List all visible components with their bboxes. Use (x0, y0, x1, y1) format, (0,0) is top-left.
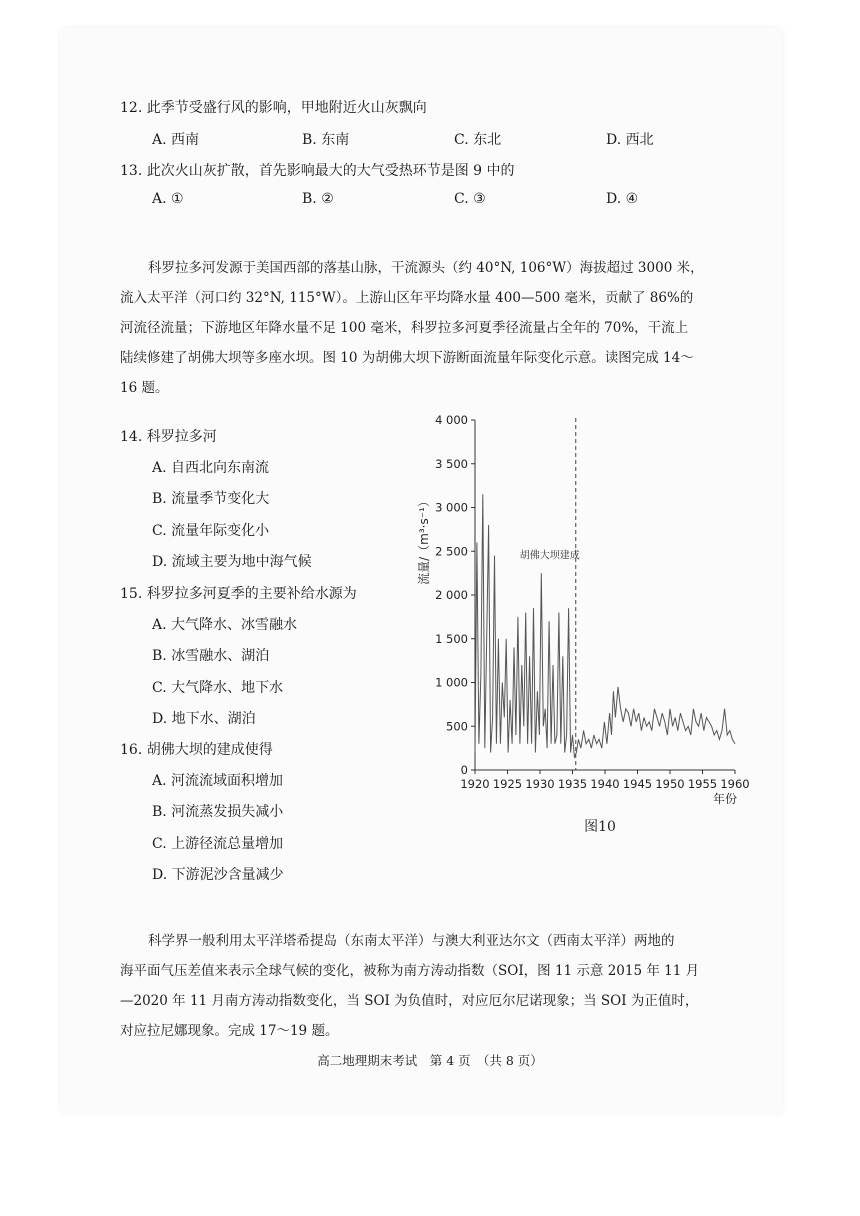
passage1-line-2: 流入太平洋（河口约 32°N, 115°W）。上游山区年平均降水量 400—500 毫米，贡献了 86%的 (120, 290, 694, 306)
y-tick-label: 2 000 (435, 588, 468, 602)
q16-option-d: D. 下游泥沙含量减少 (152, 867, 284, 883)
x-tick-label: 1950 (655, 777, 685, 791)
x-tick-label: 1940 (590, 777, 620, 791)
figure-caption: 图10 (584, 819, 616, 835)
q15-option-b: B. 冰雪融水、湖泊 (152, 648, 270, 664)
y-tick-label: 1 000 (435, 675, 468, 690)
y-tick-label: 0 (460, 763, 468, 777)
passage1-line-4: 陆续修建了胡佛大坝等多座水坝。图 10 为胡佛大坝下游断面流量年际变化示意。读图完成 14～ (120, 350, 694, 366)
q12-option-c: C. 东北 (454, 132, 502, 148)
q14-stem: 14. 科罗拉多河 (120, 429, 217, 445)
y-tick-label: 2 500 (435, 544, 468, 559)
q15-option-c: C. 大气降水、地下水 (152, 680, 284, 696)
q12-option-d: D. 西北 (606, 132, 654, 148)
x-tick-label: 1920 (460, 777, 490, 791)
y-axis-ticks (435, 413, 475, 777)
passage1-line-3: 河流径流量；下游地区年降水量不足 100 毫米，科罗拉多河夏季径流量占全年的 70%，干流上 (120, 320, 689, 336)
page-footer: 高二地理期末考试 第 4 页 （共 8 页） (317, 1053, 543, 1068)
q16-stem: 16. 胡佛大坝的建成使得 (120, 742, 273, 758)
q16-option-c: C. 上游径流总量增加 (152, 836, 284, 852)
q16-option-a: A. 河流流域面积增加 (152, 773, 284, 789)
passage-soi (120, 926, 740, 1046)
x-tick-label: 1935 (557, 777, 588, 791)
q12-option-b: B. 东南 (302, 132, 350, 148)
passage2-line-4: 对应拉尼娜现象。完成 17～19 题。 (120, 1023, 339, 1039)
passage2-line-2: 海平面气压差值来表示全球气候的变化，被称为南方涛动指数（SOI，图 11 示意 2015 年 11 月 (120, 963, 700, 979)
q13-option-a: A. ① (152, 191, 184, 207)
passage-colorado-river (120, 253, 740, 403)
q15-option-d: D. 地下水、湖泊 (152, 711, 256, 727)
q13-option-c: C. ③ (454, 191, 486, 207)
flow-series-line (475, 494, 735, 757)
passage1-line-1: 科罗拉多河发源于美国西部的落基山脉，干流源头（约 40°N, 106°W）海拔超过 3000 米， (148, 260, 704, 276)
q16-option-b: B. 河流蒸发损失减小 (152, 804, 284, 820)
q14-option-b: B. 流量季节变化大 (152, 491, 270, 507)
q14-option-c: C. 流量年际变化小 (152, 523, 270, 539)
y-tick-label: 3 500 (435, 456, 468, 471)
q14-option-a: A. 自西北向东南流 (152, 460, 270, 476)
q15-option-a: A. 大气降水、冰雪融水 (152, 617, 298, 633)
x-tick-label: 1930 (525, 777, 555, 791)
y-tick-label: 500 (446, 719, 468, 734)
x-tick-label: 1925 (492, 777, 523, 791)
x-tick-label: 1960 (720, 777, 750, 791)
q15-stem: 15. 科罗拉多河夏季的主要补给水源为 (120, 586, 357, 602)
passage2-line-1: 科学界一般利用太平洋塔希提岛（东南太平洋）与澳大利亚达尔文（西南太平洋）两地的 (148, 933, 675, 949)
x-tick-label: 1955 (687, 777, 718, 791)
y-tick-label: 1 500 (435, 631, 468, 646)
q13-option-d: D. ④ (606, 191, 639, 207)
y-axis-label: 流量/（m³·s⁻¹） (417, 495, 431, 585)
q12-option-a: A. 西南 (152, 132, 200, 148)
x-axis-ticks (460, 770, 749, 791)
passage2-line-3: —2020 年 11 月南方涛动指数变化，当 SOI 为负值时，对应厄尔尼诺现象；当 SOI 为正值时， (120, 993, 699, 1009)
q13-option-b: B. ② (302, 191, 334, 207)
x-tick-label: 1945 (622, 777, 653, 791)
figure-10-flow-chart (400, 405, 760, 845)
q14-option-d: D. 流域主要为地中海气候 (152, 554, 312, 570)
y-tick-label: 4 000 (435, 413, 468, 427)
dam-built-annotation: 胡佛大坝建成 (519, 550, 580, 562)
x-axis-label: 年份 (712, 792, 737, 806)
y-tick-label: 3 000 (435, 500, 468, 515)
passage1-line-5: 16 题。 (120, 380, 169, 396)
q13-stem: 13. 此次火山灰扩散，首先影响最大的大气受热环节是图 9 中的 (120, 163, 515, 179)
q12-stem: 12. 此季节受盛行风的影响，甲地附近火山灰飘向 (120, 100, 427, 116)
